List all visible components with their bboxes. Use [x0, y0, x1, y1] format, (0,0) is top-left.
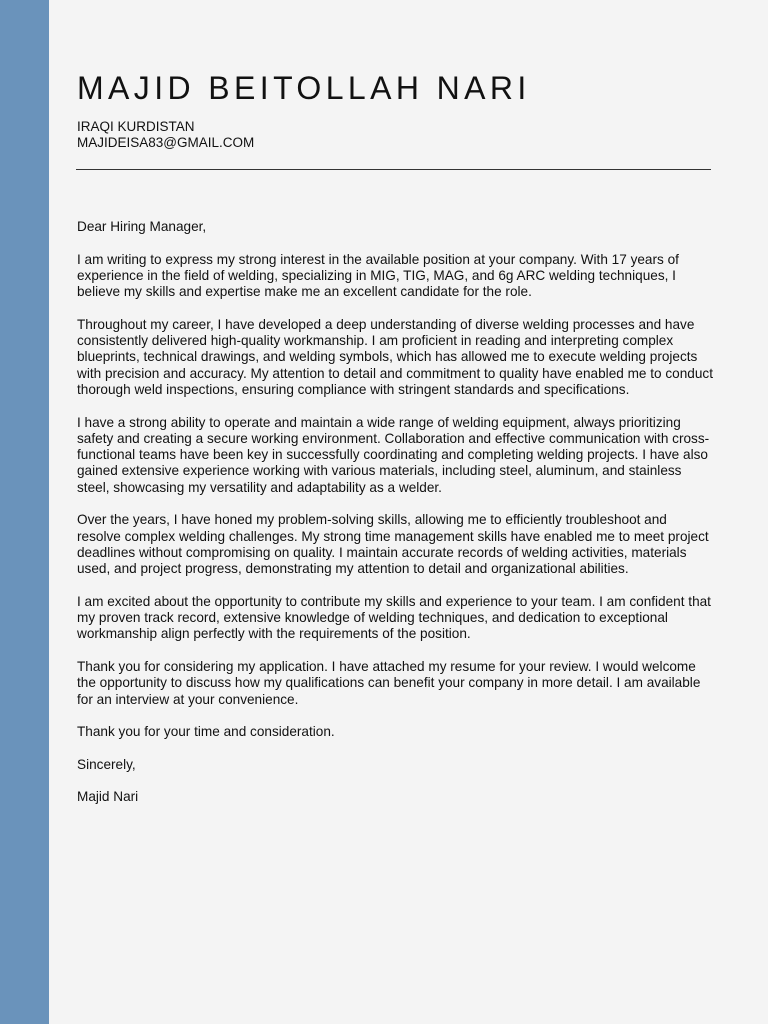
- email-text: MAJIDEISA83@GMAIL.COM: [77, 135, 255, 150]
- closing: Sincerely,: [77, 756, 136, 772]
- location-text: IRAQI KURDISTAN: [77, 119, 195, 134]
- salutation: Dear Hiring Manager,: [77, 219, 207, 234]
- header-divider: [76, 169, 711, 170]
- contact-info: [77, 119, 254, 151]
- letter-body: [77, 219, 713, 822]
- paragraph-thanks: Thank you for your time and consideration.: [77, 724, 335, 740]
- paragraph-opportunity: I am excited about the opportunity to contribute my skills and experience to your team. I am confident that my proven track record, extensive knowledge of welding techniques, and dedication to exceptional workmanship align perfectly with the requirements of the position.: [77, 593, 711, 642]
- sidebar-accent-bar: [0, 0, 49, 1024]
- paragraph-equipment: I have a strong ability to operate and maintain a wide range of welding equipment, always prioritizing safety and creating a secure working environment. Collaboration and effective communication with cross-functional teams have been key in successfully coordinating and completing welding projects. I have also gained extensive experience working with various materials, including steel, aluminum, and stainless steel, showcasing my versatility and adaptability as a welder.: [77, 414, 710, 495]
- paragraph-problem-solving: Over the years, I have honed my problem-solving skills, allowing me to efficiently troubleshoot and resolve complex welding challenges. My strong time management skills have enabled me to meet project deadlines without compromising on quality. I maintain accurate records of welding activities, materials used, and project progress, demonstrating my attention to detail and organizational abilities.: [77, 512, 709, 577]
- paragraph-application: Thank you for considering my application. I have attached my resume for your review. I would welcome the opportunity to discuss how my qualifications can benefit your company in more detail. I am available for an interview at your convenience.: [77, 659, 701, 707]
- signature: Majid Nari: [77, 789, 139, 805]
- applicant-name: MAJID BEITOLLAH NARI: [77, 70, 531, 106]
- paragraph-experience: Throughout my career, I have developed a deep understanding of diverse welding processes and have consistently delivered high-quality workmanship. I am proficient in reading and interpreting complex blueprints, technical drawings, and welding symbols, which has allowed me to execute welding projects with precision and accuracy. My attention to detail and commitment to quality have enabled me to conduct thorough weld inspections, ensuring compliance with stringent standards and specifications.: [77, 316, 713, 397]
- paragraph-intro: I am writing to express my strong interest in the available position at your company. With 17 years of experience in the field of welding, specializing in MIG, TIG, MAG, and 6g ARC welding techniques, I believe my skills and expertise make me an excellent candidate for the role.: [77, 251, 679, 300]
